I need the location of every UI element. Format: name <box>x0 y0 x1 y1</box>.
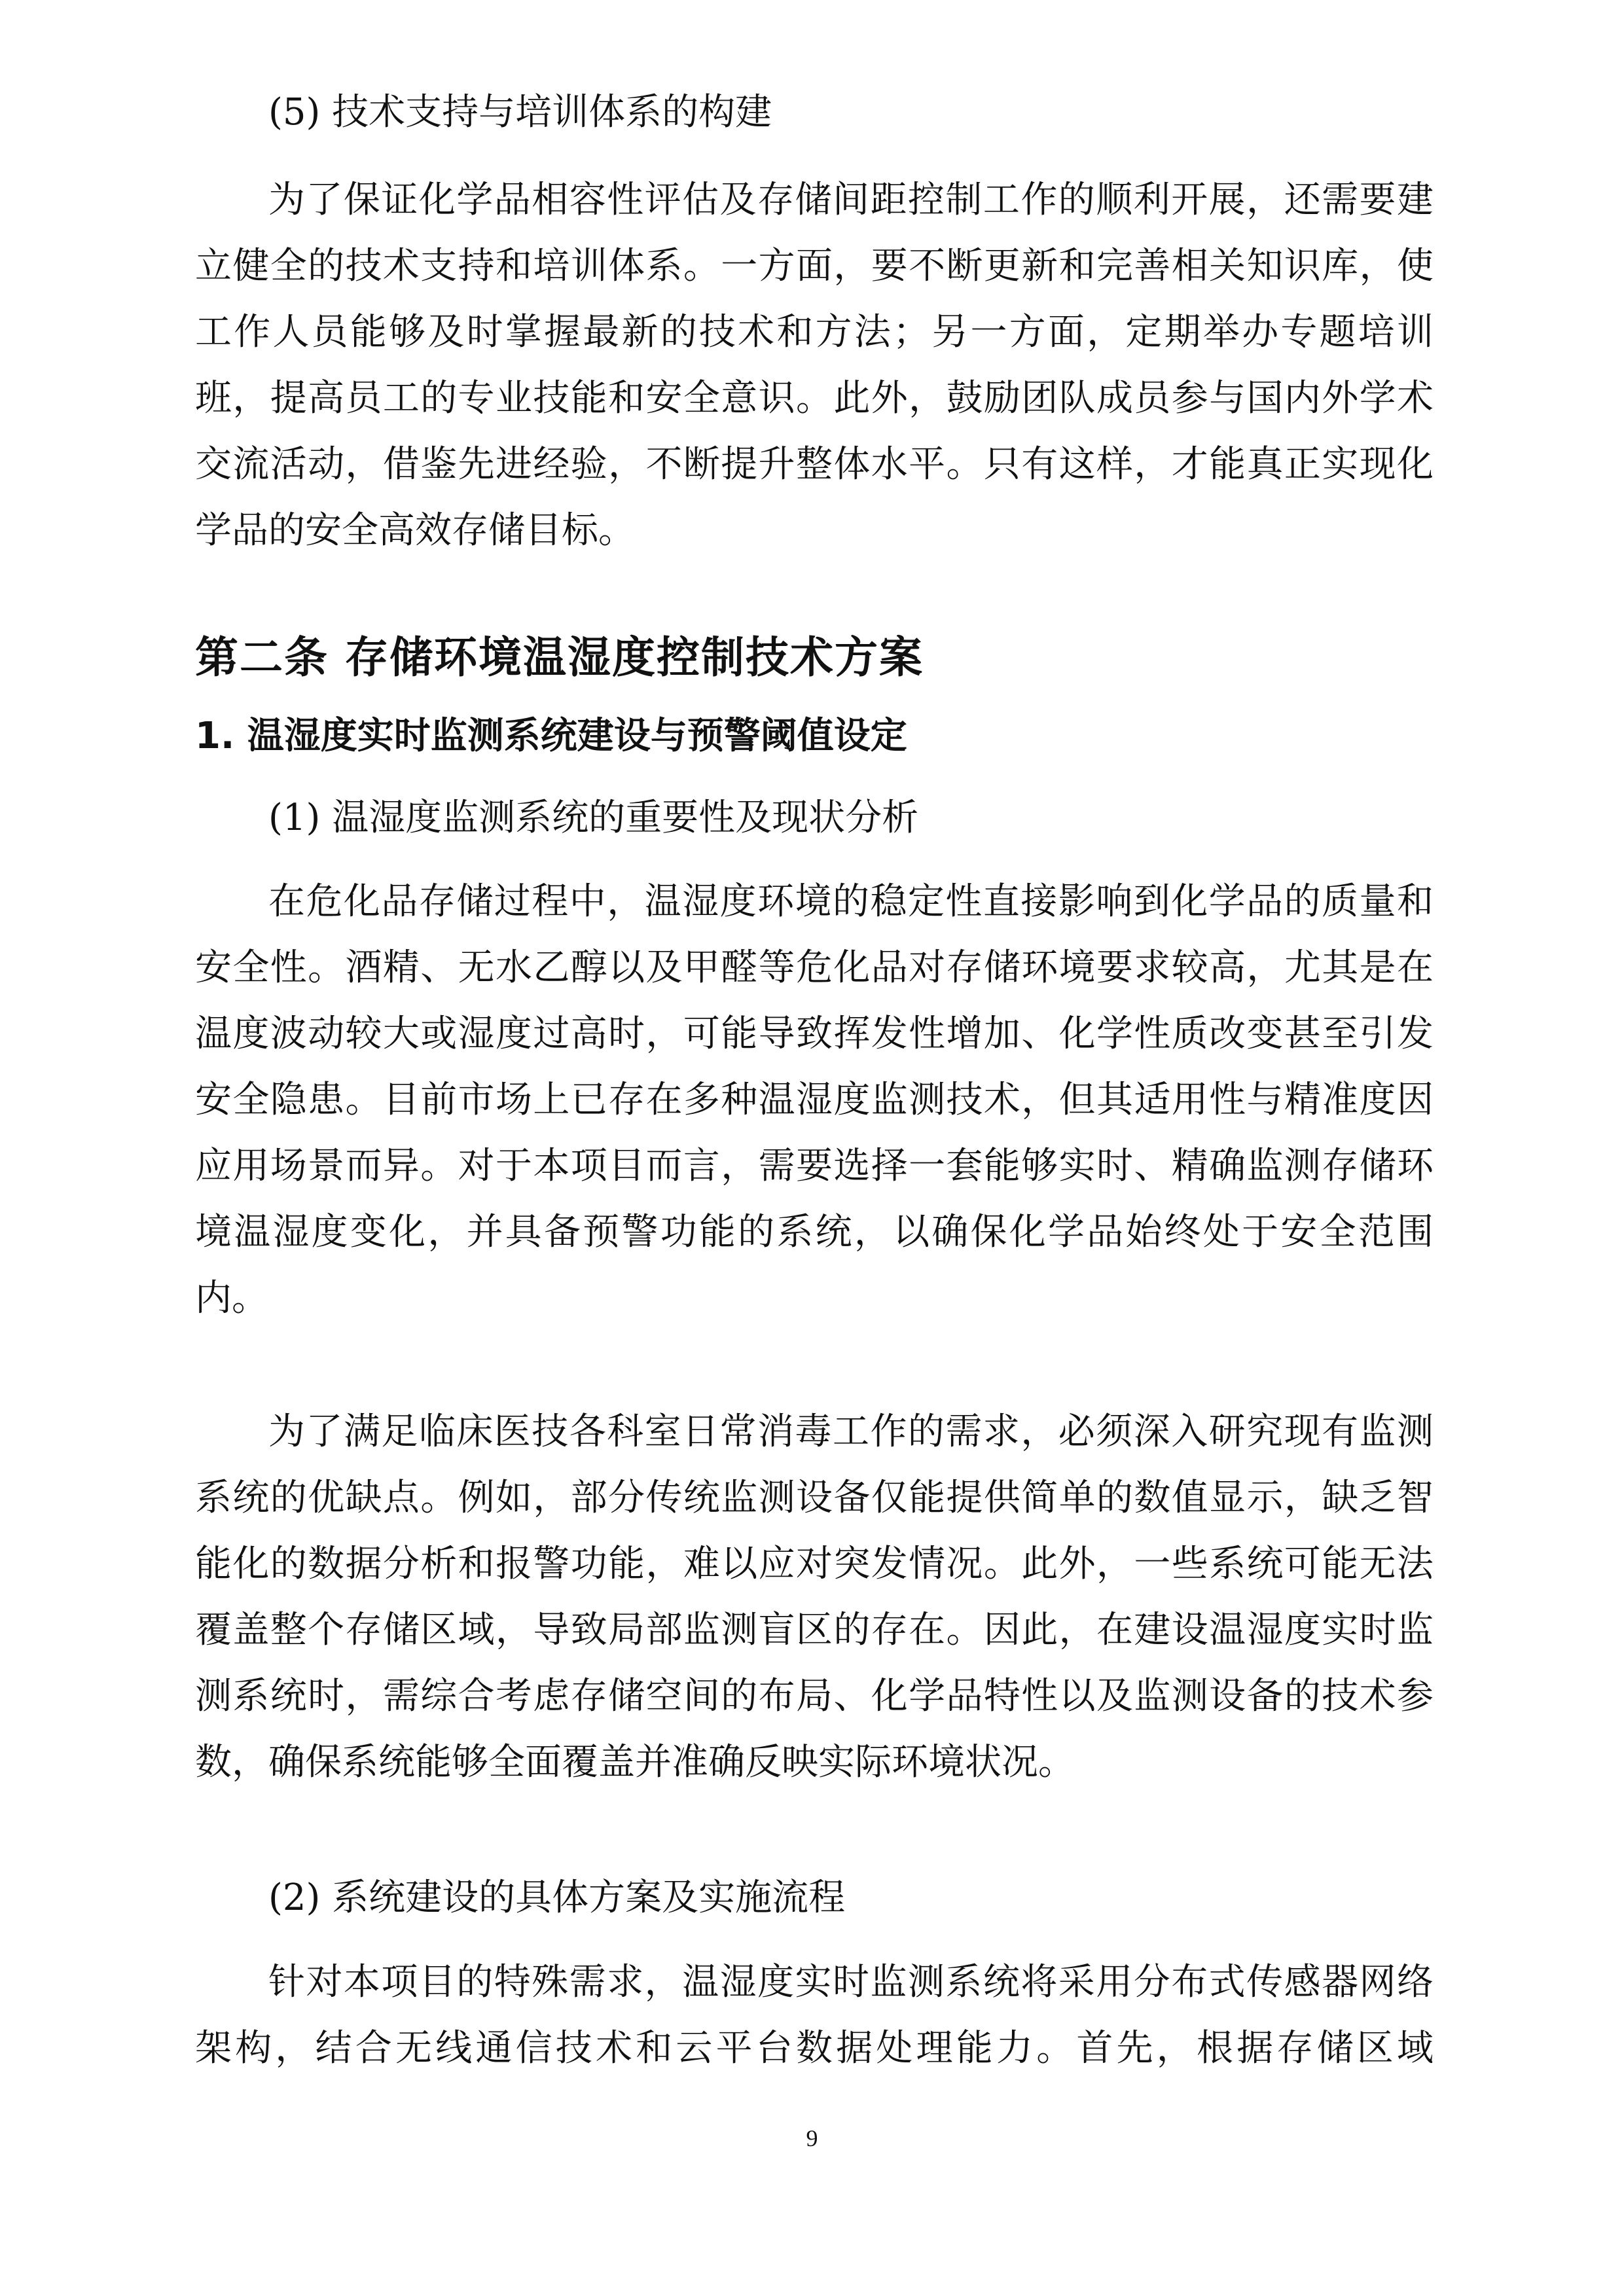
paragraph-monitoring-importance: 在危化品存储过程中，温湿度环境的稳定性直接影响到化学品的质量和安全性。酒精、无水乙醇以及甲醛等危化品对存储环境要求较高，尤其是在温度波动较大或湿度过高时，可能导致挥发性增加、化学性质改变甚至引发安全隐患。目前市场上已存在多种温湿度监测技术，但其适用性与精准度因应用场景而异。对于本项目而言，需要选择一套能够实时、精确监测存储环境温湿度变化，并具备预警功能的系统，以确保化学品始终处于安全范围内。 <box>195 880 1434 1319</box>
page-number: 9 <box>806 2125 818 2151</box>
subheading-technical-support-training: (5) 技术支持与培训体系的构建 <box>268 91 772 134</box>
subheading-implementation-plan: (2) 系统建设的具体方案及实施流程 <box>268 1876 846 1919</box>
section-title: 1. 温湿度实时监测系统建设与预警阈值设定 <box>195 715 907 757</box>
paragraph-monitoring-requirements: 为了满足临床医技各科室日常消毒工作的需求，必须深入研究现有监测系统的优缺点。例如，部分传统监测设备仅能提供简单的数值显示，缺乏智能化的数据分析和报警功能，难以应对突发情况。此外，一些系统可能无法覆盖整个存储区域，导致局部监测盲区的存在。因此，在建设温湿度实时监测系统时，需综合考虑存储空间的布局、化学品特性以及监测设备的技术参数，确保系统能够全面覆盖并准确反映实际环境状况。 <box>195 1410 1434 1784</box>
subheading-importance-analysis: (1) 温湿度监测系统的重要性及现状分析 <box>268 797 919 839</box>
paragraph-training-system: 为了保证化学品相容性评估及存储间距控制工作的顺利开展，还需要建立健全的技术支持和培训体系。一方面，要不断更新和完善相关知识库，使工作人员能够及时掌握最新的技术和方法；另一方面，定期举办专题培训班，提高员工的专业技能和安全意识。此外，鼓励团队成员参与国内外学术交流活动，借鉴先进经验，不断提升整体水平。只有这样，才能真正实现化学品的安全高效存储目标。 <box>195 179 1434 552</box>
paragraph-system-plan: 针对本项目的特殊需求，温湿度实时监测系统将采用分布式传感器网络架构，结合无线通信技术和云平台数据处理能力。首先，根据存储区域 <box>195 1961 1434 2070</box>
article-title: 第二条 存储环境温湿度控制技术方案 <box>195 632 924 683</box>
